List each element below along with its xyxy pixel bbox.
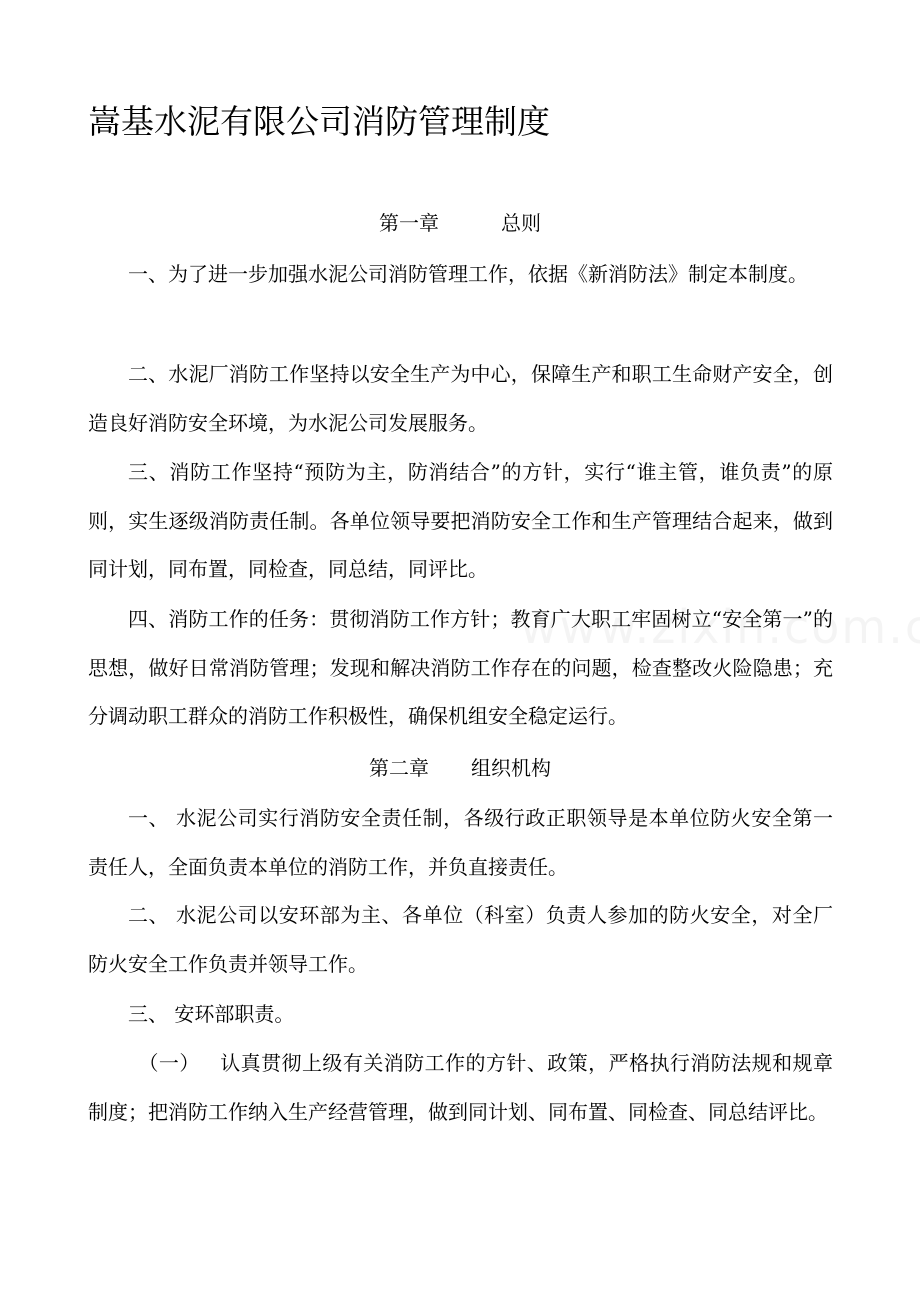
chapter-2-name: 组织机构	[471, 756, 551, 780]
watermark	[520, 600, 920, 654]
chapter-2-paragraph-1: 一、 水泥公司实行消防安全责任制，各级行政正职领导是本单位防火安全第一责任人，全面负责本单位的消防工作，并负直接责任。	[88, 806, 833, 879]
item-1-text: 认真贯彻上级有关消防工作的方针、政策，严格执行消防法规和规章制度；把消防工作纳入生产经营管理，做到同计划、同布置、同检查、同总结评比。	[88, 1051, 834, 1124]
chapter-2-paragraph-3: 三、 安环部职责。	[128, 1002, 295, 1026]
chapter-1-paragraph-4: 四、消防工作的任务：贯彻消防工作方针；教育广大职工牢固树立“安全第一”的思想，做好日常消防管理；发现和解决消防工作存在的问题，检查整改火险隐患；充分调动职工群众的消防工作积极性，确保机组安全稳定运行。	[88, 607, 833, 728]
item-1-label: （一）	[138, 1051, 200, 1075]
chapter-2-item-1	[88, 1039, 833, 1136]
chapter-2-paragraph-2: 二、 水泥公司以安环部为主、各单位（科室）负责人参加的防火安全，对全厂防火安全工作负责并领导工作。	[88, 903, 833, 976]
document-title: 嵩基水泥有限公司消防管理制度	[88, 102, 550, 141]
chapter-1-paragraph-1: 一、为了进一步加强水泥公司消防管理工作，依据《新消防法》制定本制度。	[128, 262, 808, 286]
chapter-1-paragraph-2: 二、水泥厂消防工作坚持以安全生产为中心，保障生产和职工生命财产安全，创造良好消防安全环境，为水泥公司发展服务。	[88, 362, 833, 435]
chapter-2-heading	[0, 752, 920, 784]
chapter-2-number: 第二章	[369, 756, 429, 780]
chapter-1-heading	[0, 207, 920, 239]
chapter-1-paragraph-3: 三、消防工作坚持“预防为主，防消结合”的方针，实行“谁主管，谁负责”的原则，实生逐级消防责任制。各单位领导要把消防安全工作和生产管理结合起来，做到同计划，同布置，同检查，同总结，同评比。	[88, 460, 833, 581]
chapter-1-number: 第一章	[379, 211, 439, 235]
chapter-1-name: 总则	[501, 211, 541, 235]
